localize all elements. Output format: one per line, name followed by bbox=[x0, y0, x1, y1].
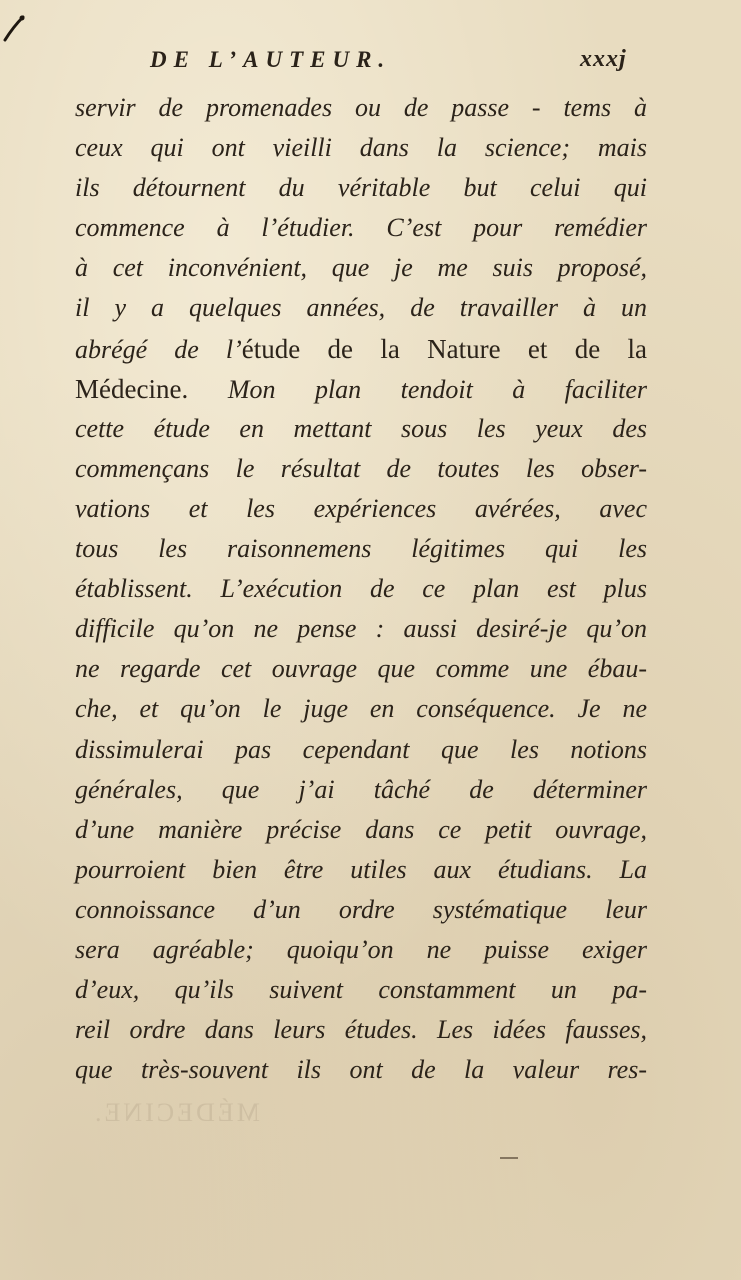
bleed-through-text: MÉDECINE. bbox=[92, 1098, 260, 1127]
ink-mark-icon bbox=[2, 14, 26, 42]
text-segment: che, et qu’on le juge en conséquence. Je ne bbox=[75, 694, 647, 724]
text-segment: générales, que j’ai tâché de déterminer bbox=[75, 774, 647, 804]
text-segment: ne regarde cet ouvrage que comme une ébau- bbox=[75, 654, 647, 684]
text-line bbox=[75, 930, 647, 970]
text-segment: commençans le résultat de toutes les obser- bbox=[75, 453, 647, 483]
text-line bbox=[75, 88, 647, 128]
text-segment: abrégé de l’ bbox=[75, 334, 242, 364]
text-segment: difficile qu’on ne pense : aussi desiré-je qu’on bbox=[75, 614, 647, 644]
text-segment: à cet inconvénient, que je me suis proposé, bbox=[75, 253, 647, 283]
running-head: DE L’AUTEUR. bbox=[150, 47, 392, 72]
text-segment: d’une manière précise dans ce petit ouvrage, bbox=[75, 814, 647, 844]
text-line bbox=[75, 128, 647, 168]
text-segment: tous les raisonnemens légitimes qui les bbox=[75, 534, 647, 564]
text-segment: ceux qui ont vieilli dans la science; mais bbox=[75, 133, 647, 163]
text-line bbox=[75, 489, 647, 529]
text-line bbox=[75, 689, 647, 729]
text-line bbox=[75, 569, 647, 609]
text-line bbox=[75, 208, 647, 248]
text-segment: connoissance d’un ordre systématique leur bbox=[75, 894, 647, 924]
text-segment: commence à l’étudier. C’est pour remédier bbox=[75, 213, 647, 243]
text-segment: reil ordre dans leurs études. Les idées fausses, bbox=[75, 1015, 647, 1045]
text-segment: ils détournent du véritable but celui qui bbox=[75, 173, 647, 203]
text-line bbox=[75, 449, 647, 489]
body-text bbox=[75, 88, 647, 1090]
text-line bbox=[75, 850, 647, 890]
text-segment: vations et les expériences avérées, avec bbox=[75, 493, 647, 523]
text-segment: servir de promenades ou de passe - tems à bbox=[75, 93, 647, 122]
text-line bbox=[75, 248, 647, 288]
text-segment: étude de la Nature et de la bbox=[241, 333, 647, 364]
text-line bbox=[75, 970, 647, 1010]
text-line bbox=[75, 730, 647, 770]
text-segment: dissimulerai pas cependant que les notions bbox=[75, 734, 647, 764]
text-line bbox=[75, 770, 647, 810]
text-segment: cette étude en mettant sous les yeux des bbox=[75, 413, 647, 443]
text-segment: d’eux, qu’ils suivent constamment un pa- bbox=[75, 975, 647, 1005]
page-number: xxxj bbox=[580, 46, 627, 72]
text-segment: Mon plan tendoit à faciliter bbox=[227, 374, 647, 404]
text-segment: il y a quelques années, de travailler à un bbox=[75, 293, 647, 323]
text-line bbox=[75, 1050, 647, 1090]
paper-speck bbox=[500, 1157, 518, 1159]
text-segment: que très-souvent ils ont de la valeur res- bbox=[75, 1055, 647, 1085]
text-line bbox=[75, 529, 647, 569]
text-segment: établissent. L’exécution de ce plan est plus bbox=[75, 574, 647, 604]
text-line bbox=[75, 1010, 647, 1050]
text-segment: sera agréable; quoiqu’on ne puisse exiger bbox=[75, 934, 647, 964]
text-line bbox=[75, 288, 647, 328]
text-line bbox=[75, 409, 647, 449]
text-line bbox=[75, 609, 647, 649]
text-line bbox=[75, 168, 647, 208]
text-segment: pourroient bien être utiles aux étudians. La bbox=[75, 854, 647, 884]
text-segment: Médecine. bbox=[75, 373, 228, 404]
text-line bbox=[75, 369, 647, 409]
text-line bbox=[75, 810, 647, 850]
text-line bbox=[75, 329, 647, 369]
text-line bbox=[75, 649, 647, 689]
text-line bbox=[75, 890, 647, 930]
